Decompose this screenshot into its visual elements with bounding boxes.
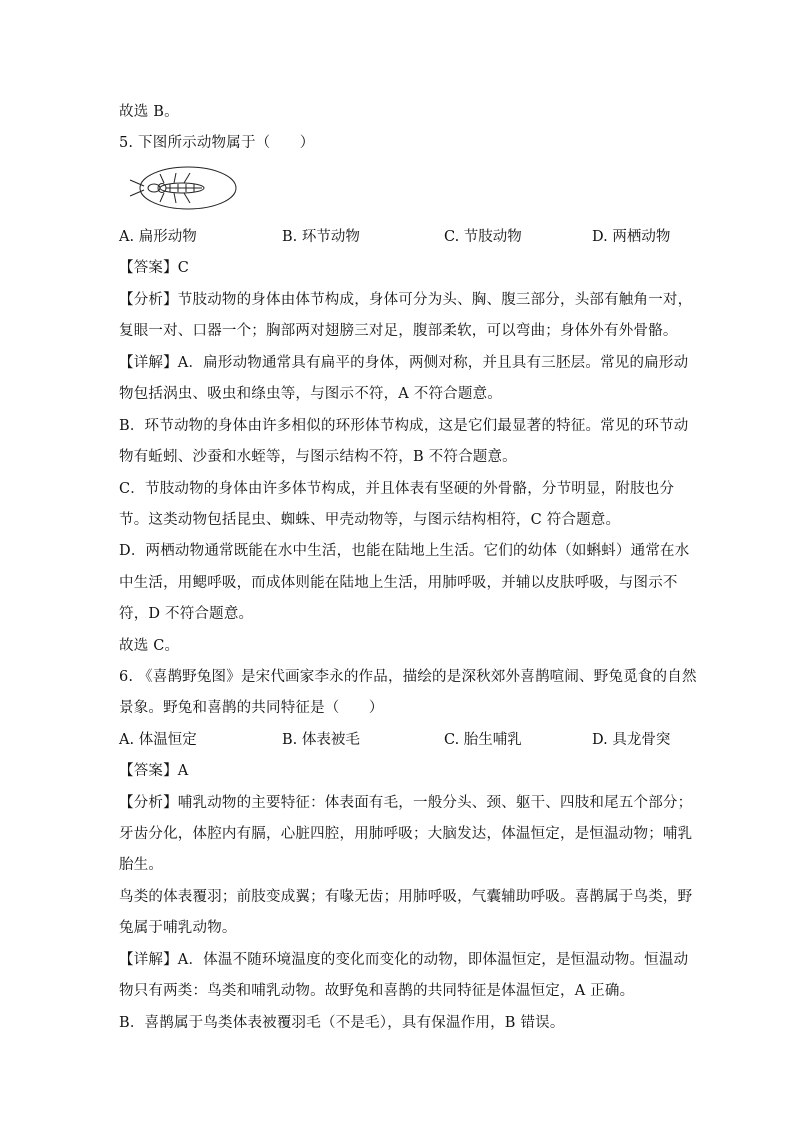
q6-analysis-line-4: 鸟类的体表覆羽；前肢变成翼；有喙无齿；用肺呼吸，气囊辅助呼吸。喜鹊属于鸟类，野 [119,889,693,905]
q6-analysis-line-5: 兔属于哺乳动物。 [119,920,237,936]
q5-detail-line-1: 【详解】A．扁形动物通常具有扁平的身体，两侧对称，并且具有三胚层。常见的扁形动 [119,355,689,371]
q6-analysis-line-3: 胎生。 [119,857,164,873]
q5-detail-line-5: C．节肢动物的身体由许多体节构成，并且体表有坚硬的外骨骼，分节明显，附肢也分 [119,481,675,497]
beetle-insect-icon [126,164,238,212]
q6-detail-line-3: B．喜鹊属于鸟类体表被覆羽毛（不是毛），具有保温作用，B 错误。 [119,1015,565,1031]
q5-option-c: C. 节肢动物 [444,229,522,245]
q5-detail-line-9: 符，D 不符合题意。 [119,606,254,622]
q6-detail-line-1: 【详解】A．体温不随环境温度的变化而变化的动物，即体温恒定，是恒温动物。恒温动 [119,952,689,968]
q5-detail-line-3: B．环节动物的身体由许多相似的环形体节构成，这是它们最显著的特征。常见的环节动 [119,418,689,434]
q6-option-c: C. 胎生哺乳 [444,732,522,748]
q5-analysis-line-2: 复眼一对、口器一个；胸部两对翅膀三对足，腹部柔软，可以弯曲；身体外有外骨骼。 [119,323,678,339]
q6-detail-line-2: 物只有两类：鸟类和哺乳动物。故野兔和喜鹊的共同特征是体温恒定，A 正确。 [119,983,635,999]
q6-stem-line-1: 6. 《喜鹊野兔图》是宋代画家李永的作品，描绘的是深秋郊外喜鹊喧闹、野兔觅食的自然 [119,669,697,685]
q5-answer: 【答案】C [119,260,190,276]
q6-analysis-line-2: 牙齿分化，体腔内有膈，心脏四腔，用肺呼吸；大脑发达，体温恒定，是恒温动物；哺乳 [119,826,693,842]
q5-analysis-line-1: 【分析】节肢动物的身体由体节构成，身体可分为头、胸、腹三部分，头部有触角一对， [119,292,693,308]
q4-conclusion: 故选 B。 [119,104,179,120]
q6-analysis-line-1: 【分析】哺乳动物的主要特征：体表面有毛，一般分头、颈、躯干、四肢和尾五个部分； [119,795,693,811]
q6-option-d: D. 具龙骨突 [592,732,671,748]
q6-answer: 【答案】A [119,763,189,779]
q5-option-b: B. 环节动物 [282,229,360,245]
q5-option-a: A. 扁形动物 [119,229,197,245]
q5-stem: 5. 下图所示动物属于（ ） [119,135,315,151]
q5-detail-line-6: 节。这类动物包括昆虫、蜘蛛、甲壳动物等，与图示结构相符，C 符合题意。 [119,512,621,528]
q5-conclusion: 故选 C。 [119,638,180,654]
q6-stem-line-2: 景象。野兔和喜鹊的共同特征是（ ） [119,700,384,716]
q6-option-b: B. 体表被毛 [282,732,360,748]
q5-detail-line-4: 物有蚯蚓、沙蚕和水蛭等，与图示结构不符，B 不符合题意。 [119,449,517,465]
q5-detail-line-7: D．两栖动物通常既能在水中生活，也能在陆地上生活。它们的幼体（如蝌蚪）通常在水 [119,543,690,559]
q5-detail-line-8: 中生活，用鳃呼吸，而成体则能在陆地上生活，用肺呼吸，并辅以皮肤呼吸，与图示不 [119,575,678,591]
q5-detail-line-2: 物包括涡虫、吸虫和绦虫等，与图示不符，A 不符合题意。 [119,386,502,402]
q5-option-d: D. 两栖动物 [592,229,671,245]
q6-option-a: A. 体温恒定 [119,732,197,748]
